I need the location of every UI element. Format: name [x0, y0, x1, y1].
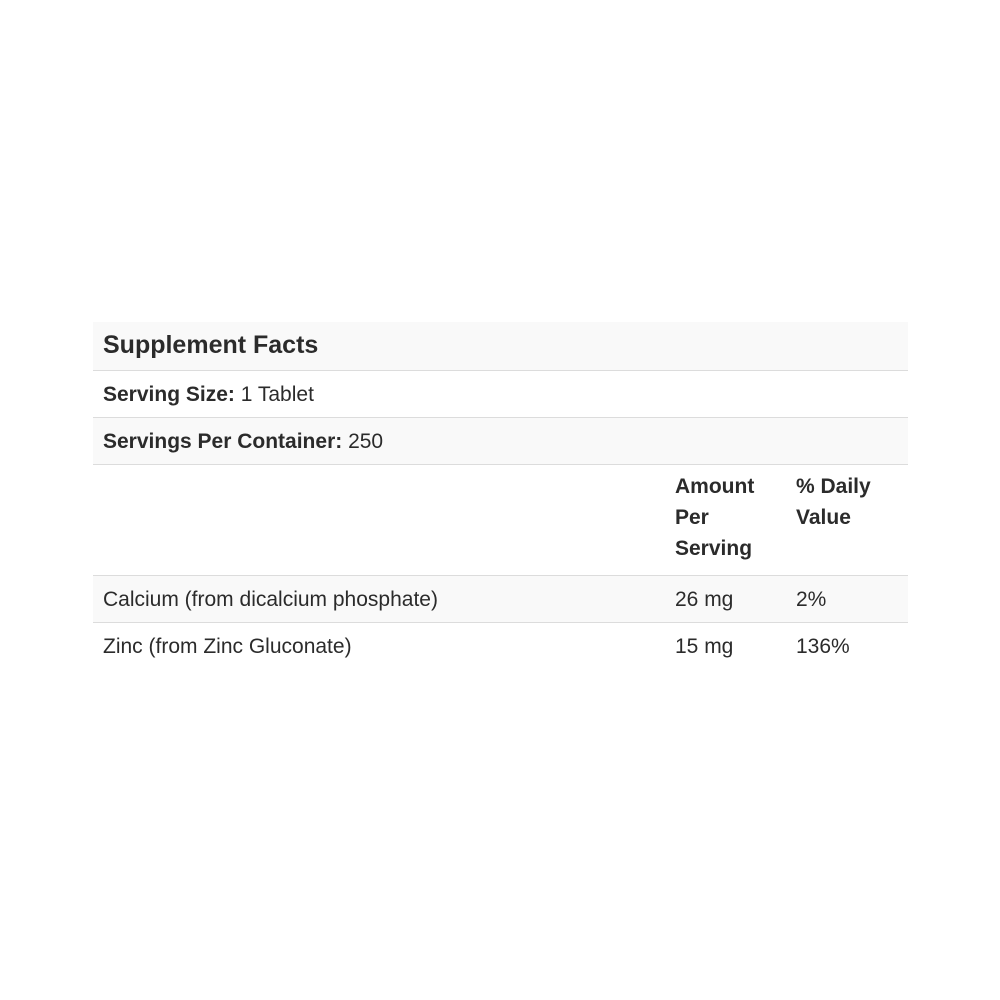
nutrient-name: Calcium (from dicalcium phosphate) [103, 588, 438, 611]
servings-per-container-row [93, 418, 908, 465]
nutrient-name: Zinc (from Zinc Gluconate) [103, 635, 352, 658]
table-title-row [93, 322, 908, 371]
column-header-name [93, 471, 665, 479]
nutrient-amount: 15 mg [675, 635, 734, 658]
serving-size-label: Serving Size: [103, 383, 235, 406]
table-row [93, 576, 908, 623]
supplement-facts-table [93, 322, 908, 670]
servings-per-container-value: 250 [348, 430, 384, 453]
serving-size-row [93, 371, 908, 418]
column-header-daily-value: % Daily Value [796, 475, 871, 529]
servings-per-container-label: Servings Per Container: [103, 430, 343, 453]
column-header-row [93, 465, 908, 576]
table-row [93, 623, 908, 670]
table-title: Supplement Facts [103, 331, 319, 359]
nutrient-daily-value: 2% [796, 588, 827, 611]
serving-size-value: 1 Tablet [240, 383, 314, 406]
nutrient-daily-value: 136% [796, 635, 850, 658]
column-header-amount: Amount Per Serving [675, 475, 755, 560]
nutrient-amount: 26 mg [675, 588, 734, 611]
